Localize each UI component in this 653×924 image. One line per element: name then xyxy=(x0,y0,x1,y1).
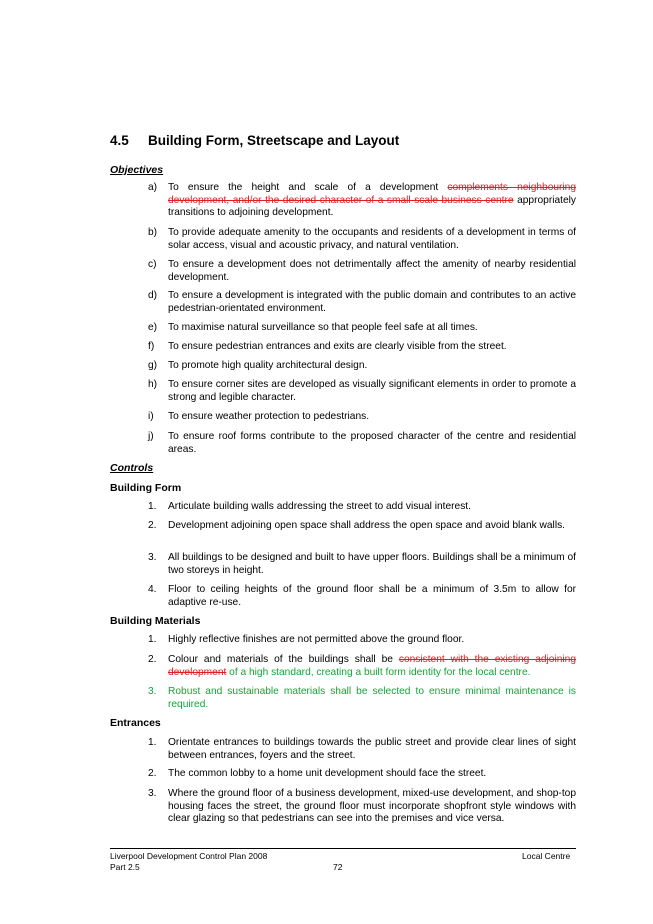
item-text-part: appropriately transitions to adjoining development. xyxy=(168,194,576,219)
item-text: To ensure weather protection to pedestrians. xyxy=(168,411,370,422)
item-text: To ensure pedestrian entrances and exits are clearly visible from the street. xyxy=(168,341,507,352)
deleted-text: consistent with the existing adjoining development xyxy=(168,654,576,678)
item-text: Floor to ceiling heights of the ground floor shall be a minimum of 3.5m to allow for adaptive re-use. xyxy=(168,584,576,608)
item-marker: 4. xyxy=(148,584,157,595)
item-marker: f) xyxy=(148,341,155,352)
objectives-heading: Objectives xyxy=(110,164,164,176)
item-text-part: To ensure the height and scale of a development xyxy=(168,182,448,193)
item-marker: j) xyxy=(148,431,154,442)
control-item xyxy=(148,654,576,679)
item-marker: c) xyxy=(148,259,157,270)
item-marker: i) xyxy=(148,411,154,422)
item-marker: b) xyxy=(148,227,158,238)
item-text xyxy=(168,654,576,679)
control-item xyxy=(148,584,576,609)
item-marker: h) xyxy=(148,379,158,390)
objective-item xyxy=(148,341,576,354)
item-text: To promote high quality architectural design. xyxy=(168,360,368,371)
control-item xyxy=(148,634,576,647)
item-marker: 1. xyxy=(148,501,157,512)
objective-item xyxy=(148,182,576,220)
section-number: 4.5 xyxy=(110,133,129,148)
item-text: To ensure corner sites are developed as visually significant elements in order to promote a strong and legible character. xyxy=(168,379,576,403)
item-text: To maximise natural surveillance so that people feel safe at all times. xyxy=(168,322,478,333)
footer-divider xyxy=(110,848,576,849)
item-text-part: Colour and materials of the buildings shall be xyxy=(168,654,399,665)
footer-section-name: Local Centre xyxy=(522,851,571,861)
objective-item xyxy=(148,379,576,404)
item-text xyxy=(168,182,576,220)
deleted-text: complements neighbouring development, and/or the desired character of a small scale business centre xyxy=(168,182,577,206)
item-text: To ensure a development is integrated with the public domain and contributes to an active pedestrian-orientated environment. xyxy=(168,290,576,314)
entrances-heading: Entrances xyxy=(110,717,161,729)
controls-heading: Controls xyxy=(110,462,154,474)
objective-item xyxy=(148,322,576,335)
item-text: To ensure a development does not detrimentally affect the amenity of nearby residential development. xyxy=(168,259,576,283)
item-text: To ensure roof forms contribute to the proposed character of the centre and residential areas. xyxy=(168,431,576,455)
item-marker: 1. xyxy=(148,634,157,645)
objective-item xyxy=(148,360,576,373)
objective-item xyxy=(148,259,576,284)
item-marker: 3. xyxy=(148,788,157,799)
item-marker: d) xyxy=(148,290,158,301)
control-item xyxy=(148,501,576,514)
item-marker: g) xyxy=(148,360,158,371)
section-heading xyxy=(110,133,399,148)
item-marker: 3. xyxy=(148,552,157,563)
item-text: Where the ground floor of a business development, mixed-use development, and shop-top housing faces the street, the ground floor must incorporate shopfront style windows with clear glazing so that pedestrians can see into the premises and vice versa. xyxy=(168,788,576,825)
item-text: All buildings to be designed and built to have upper floors. Buildings shall be a minimum of two storeys in height. xyxy=(168,552,576,576)
control-item xyxy=(148,737,576,762)
control-item xyxy=(148,788,576,826)
item-marker: 3. xyxy=(148,686,157,697)
control-item xyxy=(148,520,576,533)
item-text: To provide adequate amenity to the occupants and residents of a development in terms of solar access, visual and acoustic privacy, and natural ventilation. xyxy=(168,227,576,251)
item-marker: 2. xyxy=(148,520,157,531)
footer-doc-title: Liverpool Development Control Plan 2008 xyxy=(110,851,268,861)
objective-item xyxy=(148,431,576,456)
objective-item xyxy=(148,411,576,424)
item-text: Highly reflective finishes are not permitted above the ground floor. xyxy=(168,634,465,645)
item-marker: 1. xyxy=(148,737,157,748)
item-text: The common lobby to a home unit development should face the street. xyxy=(168,768,487,779)
control-item xyxy=(148,552,576,577)
building-form-heading: Building Form xyxy=(110,482,182,494)
inserted-text: Robust and sustainable materials shall be selected to ensure minimal maintenance is required. xyxy=(168,686,576,710)
footer-part: Part 2.5 xyxy=(110,862,140,872)
objective-item xyxy=(148,227,576,252)
item-marker: a) xyxy=(148,182,158,193)
item-text: Orientate entrances to buildings towards the public street and provide clear lines of sight between entrances, foyers and the street. xyxy=(168,737,576,761)
building-materials-heading: Building Materials xyxy=(110,615,201,627)
section-title: Building Form, Streetscape and Layout xyxy=(148,133,400,148)
item-marker: 2. xyxy=(148,768,157,779)
objective-item xyxy=(148,290,576,315)
inserted-text: of a high standard, creating a built form identity for the local centre. xyxy=(226,666,531,678)
control-item xyxy=(148,686,576,711)
page-number: 72 xyxy=(333,862,343,872)
item-text: Articulate building walls addressing the street to add visual interest. xyxy=(168,501,471,512)
item-marker: e) xyxy=(148,322,158,333)
item-marker: 2. xyxy=(148,654,157,665)
item-text: Development adjoining open space shall address the open space and avoid blank walls. xyxy=(168,520,566,531)
control-item xyxy=(148,768,576,781)
